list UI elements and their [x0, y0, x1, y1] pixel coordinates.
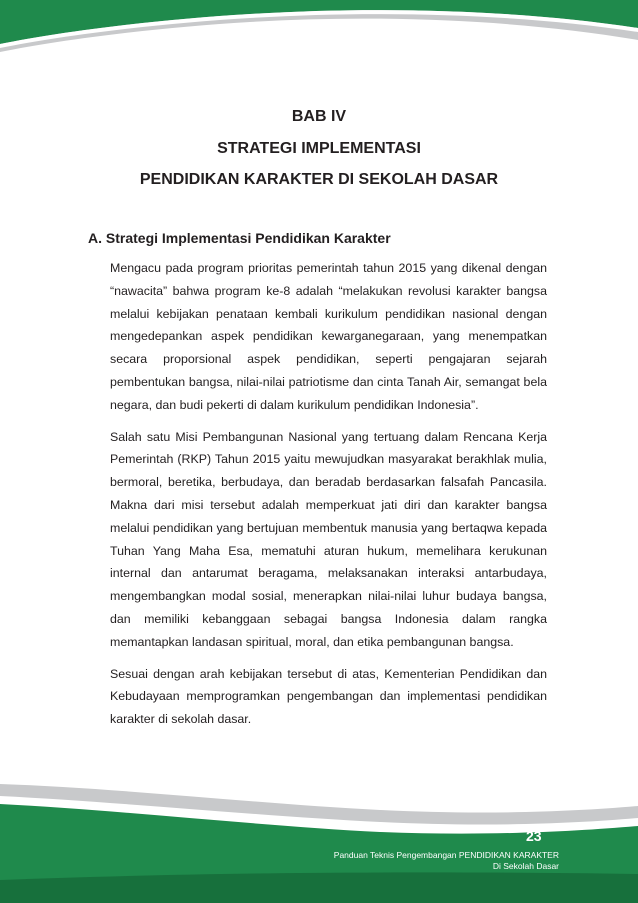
section-heading: A. Strategi Implementasi Pendidikan Karakter: [88, 230, 391, 246]
footer-decoration: [0, 770, 638, 903]
paragraph-3: Sesuai dengan arah kebijakan tersebut di atas, Kementerian Pendidikan dan Kebudayaan memprogramkan pengembangan dan implementasi pendidikan karakter di sekolah dasar.: [110, 666, 547, 727]
footer-caption: [334, 850, 559, 872]
body-text: [110, 257, 547, 740]
paragraph-1: Mengacu pada program prioritas pemerintah tahun 2015 yang dikenal dengan “nawacita” bahwa program ke-8 adalah “melakukan revolusi karakter bangsa melalui kebijakan penataan kembali kurikulum pendidikan nasional dengan mengedepankan aspek pendidikan kewarganegaraan, yang menempatkan secara proporsional aspek pendidikan, seperti pengajaran sejarah pembentukan bangsa, nilai-nilai patriotisme dan cinta Tanah Air, semangat bela negara, dan budi pekerti di dalam kurikulum pendidikan Indonesia”.: [110, 261, 547, 412]
footer-line-1: Panduan Teknis Pengembangan PENDIDIKAN KARAKTER: [333, 850, 559, 860]
chapter-heading: BAB IV: [291, 108, 347, 125]
page-number: 23: [526, 828, 542, 844]
title-line-1: STRATEGI IMPLEMENTASI: [217, 140, 421, 157]
paragraph-2: Salah satu Misi Pembangunan Nasional yang tertuang dalam Rencana Kerja Pemerintah (RKP) Tahun 2015 yaitu mewujudkan masyarakat berakhlak mulia, bermoral, beretika, berbudaya, dan beradab berdasarkan falsafah Pancasila. Makna dari misi tersebut adalah memperkuat jati diri dan karakter bangsa melalui pendidikan yang bertujuan membentuk manusia yang bertaqwa kepada Tuhan Yang Maha Esa, mematuhi aturan hukum, memelihara kerukunan internal dan antarumat beragama, melaksanakan interaksi antarbudaya, mengembangkan modal sosial, menerapkan nilai-nilai luhur budaya bangsa, dan memiliki kebanggaan sebagai bangsa Indonesia dalam rangka memantapkan landasan spiritual, moral, dan etika pembangunan bangsa.: [110, 429, 547, 649]
header-decoration: [0, 0, 638, 80]
title-line-2: PENDIDIKAN KARAKTER DI SEKOLAH DASAR: [139, 171, 499, 188]
footer-line-2: Di Sekolah Dasar: [492, 861, 559, 871]
